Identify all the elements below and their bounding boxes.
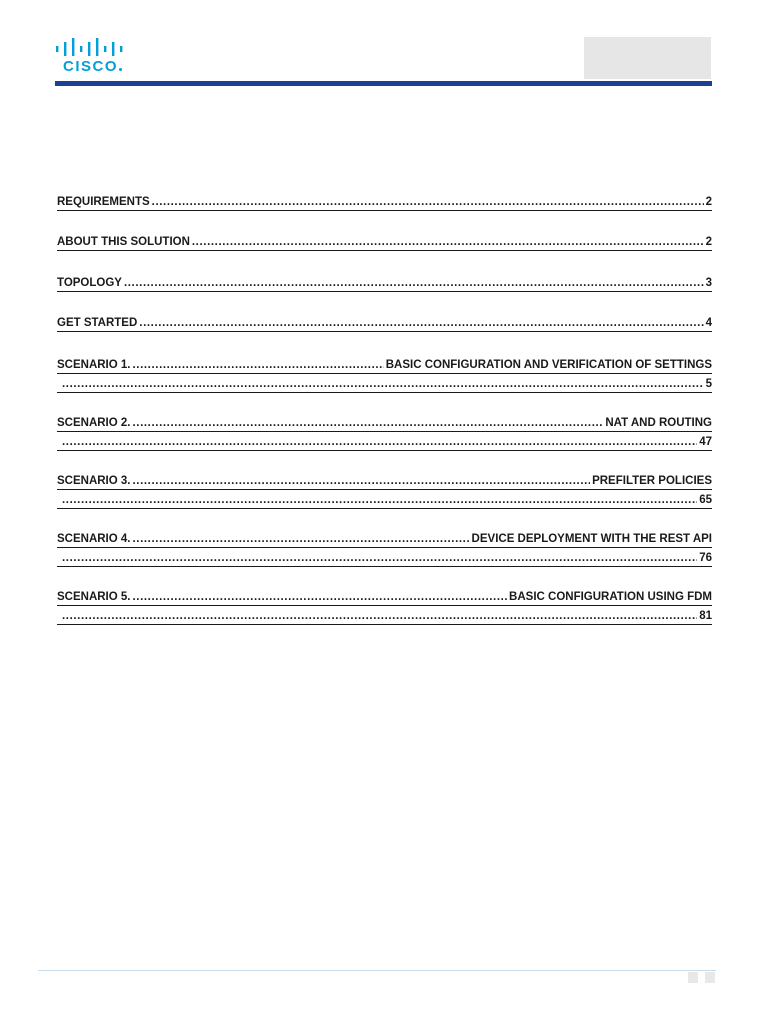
toc-page-number: 47 bbox=[699, 436, 712, 448]
footer-block bbox=[705, 972, 715, 983]
toc-leader bbox=[133, 415, 604, 431]
header-rule bbox=[55, 81, 712, 86]
toc-label: TOPOLOGY bbox=[57, 277, 122, 289]
footer-block bbox=[688, 972, 698, 983]
toc-page-number: 81 bbox=[699, 610, 712, 622]
toc-label: SCENARIO 2. bbox=[57, 417, 131, 429]
toc-page-number: 2 bbox=[705, 196, 712, 208]
toc-title: BASIC CONFIGURATION AND VERIFICATION OF SETTINGS bbox=[385, 359, 712, 371]
toc-entry-topology[interactable] bbox=[57, 275, 712, 292]
toc-entry-get-started[interactable] bbox=[57, 315, 712, 332]
toc-entry-scenario-4[interactable] bbox=[57, 531, 712, 567]
toc-leader bbox=[62, 608, 697, 624]
toc-leader bbox=[139, 315, 703, 331]
toc-leader bbox=[133, 473, 591, 489]
toc-leader bbox=[124, 275, 704, 291]
toc-leader bbox=[133, 531, 470, 547]
cisco-bars-icon bbox=[55, 38, 125, 58]
toc-leader bbox=[133, 589, 508, 605]
toc-label: SCENARIO 4. bbox=[57, 533, 131, 545]
toc-leader bbox=[152, 194, 704, 210]
toc-title: DEVICE DEPLOYMENT WITH THE REST API bbox=[471, 533, 712, 545]
toc-leader bbox=[192, 234, 704, 250]
toc-page-number: 4 bbox=[705, 317, 712, 329]
toc-page-number: 2 bbox=[705, 236, 712, 248]
toc-title: NAT AND ROUTING bbox=[605, 417, 712, 429]
toc-label: SCENARIO 5. bbox=[57, 591, 131, 603]
toc-title: PREFILTER POLICIES bbox=[592, 475, 712, 487]
toc-leader bbox=[62, 492, 697, 508]
cisco-wordmark: CISCO bbox=[63, 58, 122, 75]
toc-entry-scenario-3[interactable] bbox=[57, 473, 712, 509]
toc-label: SCENARIO 3. bbox=[57, 475, 131, 487]
toc-page-number: 3 bbox=[705, 277, 712, 289]
toc-page-number: 65 bbox=[699, 494, 712, 506]
page-header bbox=[0, 0, 768, 90]
toc-leader bbox=[62, 550, 697, 566]
toc-entry-about[interactable] bbox=[57, 234, 712, 251]
cisco-logo bbox=[55, 38, 135, 78]
toc-entry-requirements[interactable] bbox=[57, 194, 712, 211]
toc-page-number: 5 bbox=[705, 378, 712, 390]
toc-entry-scenario-1[interactable] bbox=[57, 357, 712, 393]
toc-entry-scenario-5[interactable] bbox=[57, 589, 712, 625]
toc-entry-scenario-2[interactable] bbox=[57, 415, 712, 451]
toc-leader bbox=[62, 376, 704, 392]
toc-label: GET STARTED bbox=[57, 317, 138, 329]
toc-label: SCENARIO 1. bbox=[57, 359, 131, 371]
footer-rule bbox=[38, 970, 716, 971]
toc-title: BASIC CONFIGURATION USING FDM bbox=[509, 591, 712, 603]
header-grey-box bbox=[584, 37, 711, 79]
toc-label: ABOUT THIS SOLUTION bbox=[57, 236, 190, 248]
toc-page-number: 76 bbox=[699, 552, 712, 564]
toc-label: REQUIREMENTS bbox=[57, 196, 150, 208]
toc-leader bbox=[133, 357, 384, 373]
toc-leader bbox=[62, 434, 697, 450]
